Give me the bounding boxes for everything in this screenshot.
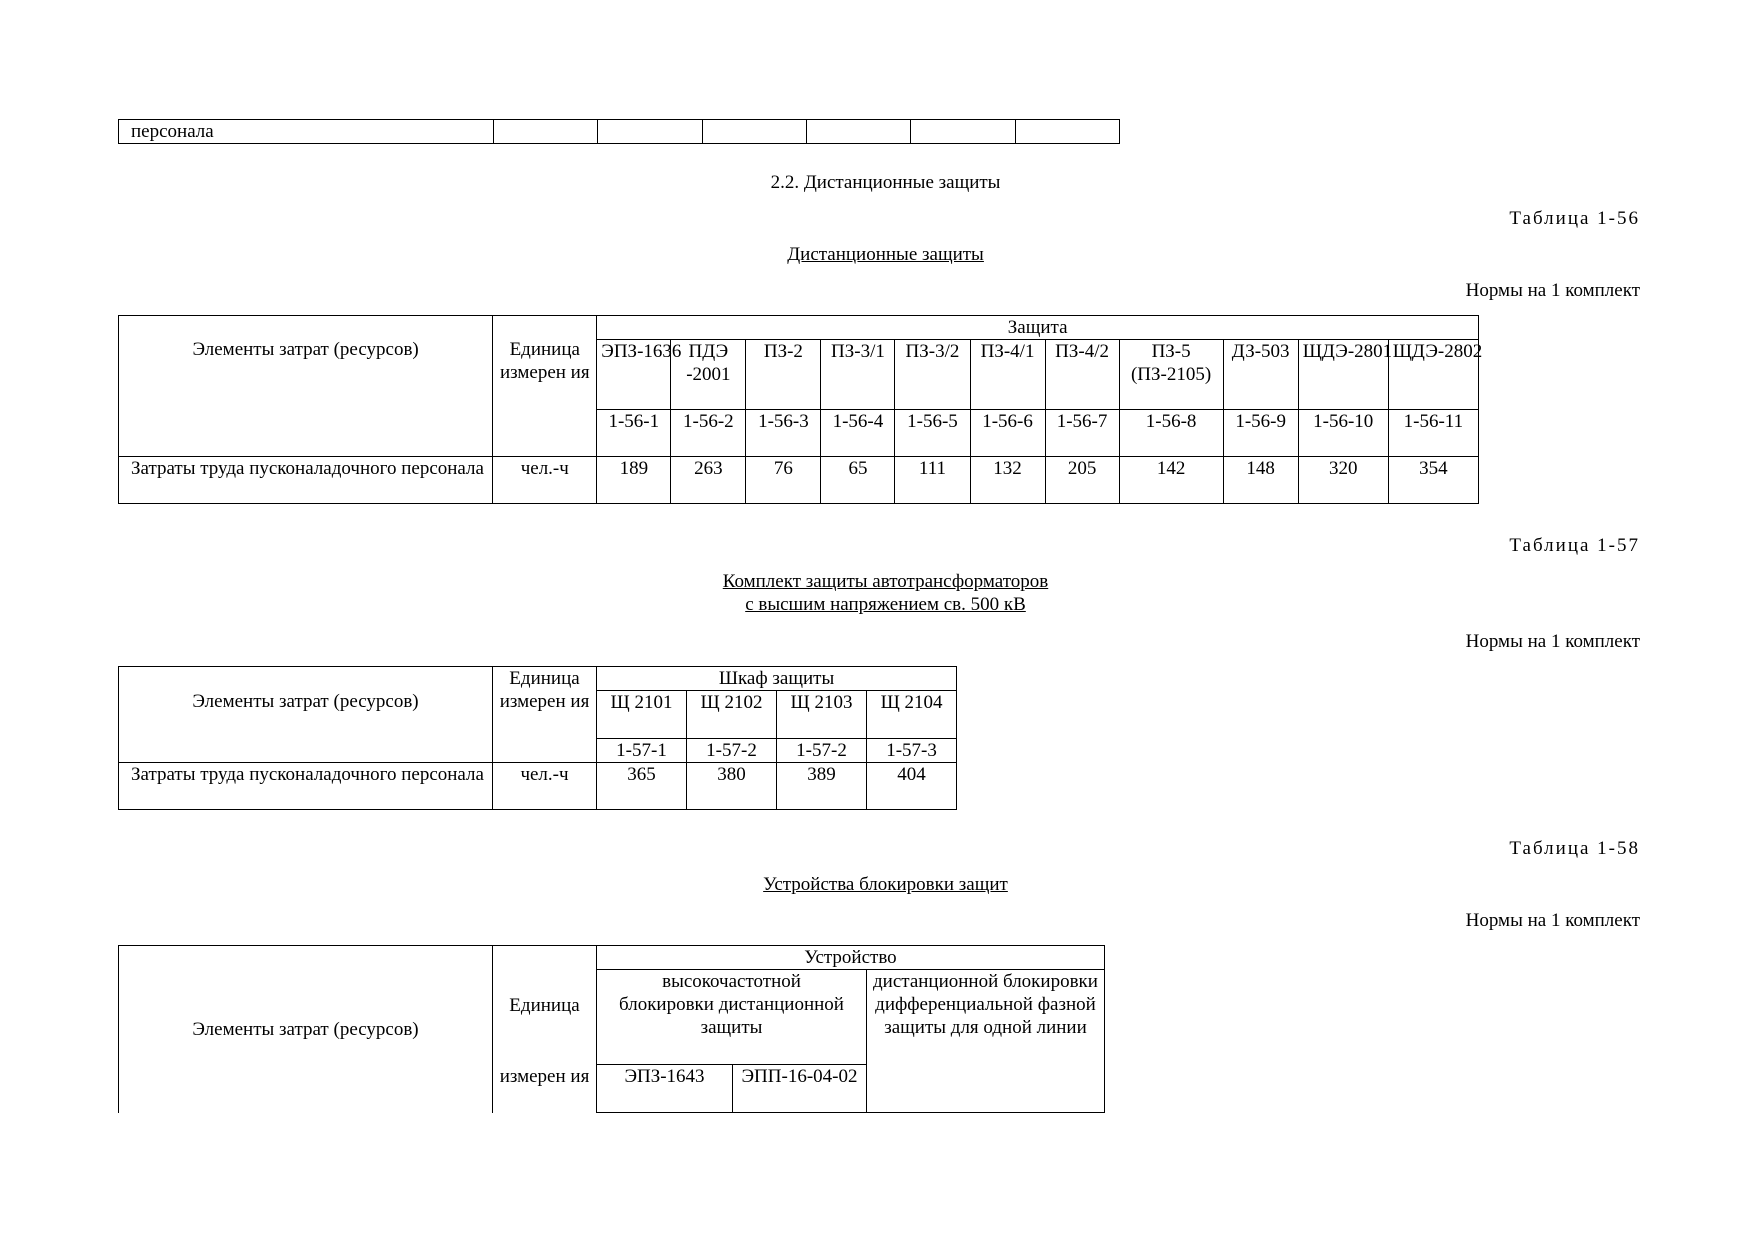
header-group: Шкаф защиты [597,667,957,691]
column-header: ДЗ-503 [1223,340,1298,410]
value-cell: 320 [1298,457,1388,504]
value-cell: 65 [821,457,895,504]
column-code: 1-56-3 [746,410,821,457]
column-header: ПЗ-3/1 [821,340,895,410]
value-cell: 76 [746,457,821,504]
table-number-58: Таблица 1-58 [1509,838,1640,859]
table-title-58: Устройства блокировки защит [763,874,1008,895]
column-header: Щ 2101 [597,691,687,739]
section-title: 2.2. Дистанционные защиты [770,172,1001,193]
header-group: Защита [597,316,1479,340]
column-header: Щ 2104 [867,691,957,739]
column-header: Щ 2102 [687,691,777,739]
value-cell: 263 [671,457,746,504]
column-header: ЩДЭ-2802 [1388,340,1478,410]
header-elements: Элементы затрат (ресурсов) [119,667,493,763]
row-unit: чел.-ч [493,457,597,504]
table-number-57: Таблица 1-57 [1509,535,1640,556]
column-code: 1-56-1 [597,410,671,457]
header-unit: Единица измерен ия [493,316,597,457]
column-code: 1-56-4 [821,410,895,457]
column-header: ЩДЭ-2801 [1298,340,1388,410]
header-unit-continued: измерен ия [493,1065,597,1113]
column-code: 1-56-2 [671,410,746,457]
value-cell: 132 [970,457,1045,504]
subheader-hf-blocking: высокочастотной блокировки дистанционной защиты [597,970,867,1065]
row-unit: чел.-ч [493,763,597,810]
column-header: ПЗ-4/2 [1045,340,1119,410]
table-title-56: Дистанционные защиты [787,244,984,265]
column-code: 1-56-7 [1045,410,1119,457]
column-code: 1-57-3 [867,739,957,763]
column-code: 1-56-11 [1388,410,1478,457]
column-code: 1-56-5 [895,410,970,457]
value-cell: 148 [1223,457,1298,504]
table-title-57: Комплект защиты автотрансформаторов с высшим напряжением св. 500 кВ [722,571,1049,615]
column-code: 1-56-6 [970,410,1045,457]
column-code: 1-57-1 [597,739,687,763]
value-cell: 142 [1119,457,1223,504]
value-cell: 380 [687,763,777,810]
value-cell: 354 [1388,457,1478,504]
header-unit: Единица [493,946,597,1065]
column-code: 1-57-2 [687,739,777,763]
column-header: ПЗ-2 [746,340,821,410]
column-code: 1-56-10 [1298,410,1388,457]
column-header: ЭПП-16-04-02 [733,1065,867,1113]
column-header: ЭПЗ-1643 [597,1065,733,1113]
column-header: ПЗ-5 (ПЗ-2105) [1119,340,1223,410]
column-code: 1-56-9 [1223,410,1298,457]
row-label: Затраты труда пусконаладочного персонала [119,763,493,810]
header-elements: Элементы затрат (ресурсов) [119,946,493,1113]
top-fragment-table [118,119,1120,144]
value-cell: 189 [597,457,671,504]
norms-note-56: Нормы на 1 комплект [1465,280,1640,301]
fragment-cell-label: персонала [119,120,494,144]
column-header: ЭПЗ-1636 [597,340,671,410]
column-header: ПДЭ -2001 [671,340,746,410]
value-cell: 389 [777,763,867,810]
row-label: Затраты труда пусконаладочного персонала [119,457,493,504]
column-header: ПЗ-3/2 [895,340,970,410]
column-header: ПЗ-4/1 [970,340,1045,410]
value-cell: 404 [867,763,957,810]
norms-note-58: Нормы на 1 комплект [1465,910,1640,931]
column-code: 1-56-8 [1119,410,1223,457]
subheader-distance-blocking: дистанционной блокировки дифференциальной фазной защиты для одной линии [867,970,1105,1113]
table-row [119,457,1479,504]
table-1-56 [118,315,1483,504]
table-row [119,763,957,810]
column-header: Щ 2103 [777,691,867,739]
value-cell: 205 [1045,457,1119,504]
header-unit: Единица измерен ия [493,667,597,763]
norms-note-57: Нормы на 1 комплект [1465,631,1640,652]
table-1-57 [118,666,957,810]
column-code: 1-57-2 [777,739,867,763]
table-number-56: Таблица 1-56 [1509,208,1640,229]
header-group: Устройство [597,946,1105,970]
value-cell: 365 [597,763,687,810]
value-cell: 111 [895,457,970,504]
table-1-58 [118,945,1105,1113]
header-elements: Элементы затрат (ресурсов) [119,316,493,457]
